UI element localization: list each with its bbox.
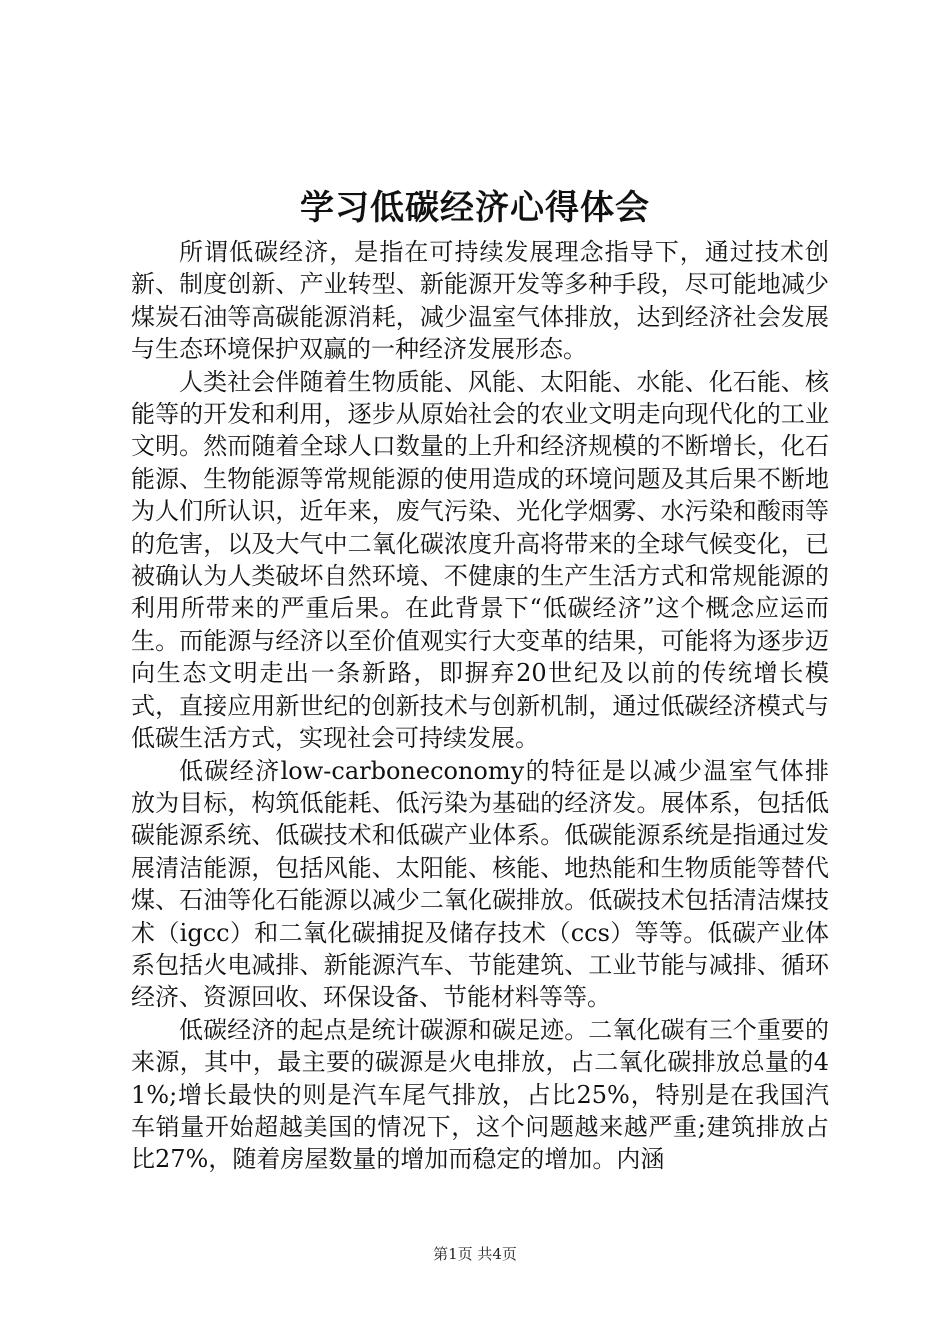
document-body bbox=[131, 236, 829, 1176]
paragraph-4: 低碳经济的起点是统计碳源和碳足迹。二氧化碳有三个重要的来源，其中，最主要的碳源是火电排放，占二氧化碳排放总量的41%;增长最快的则是汽车尾气排放，占比25%，特别是在我国汽车销量开始超越美国的情况下，这个问题越来越严重;建筑排放占比27%，随着房屋数量的增加而稳定的增加。内涵 bbox=[131, 1015, 829, 1174]
page-number: 第1页 共4页 bbox=[433, 1245, 517, 1263]
paragraph-2: 人类社会伴随着生物质能、风能、太阳能、水能、化石能、核能等的开发和利用，逐步从原始社会的农业文明走向现代化的工业文明。然而随着全球人口数量的上升和经济规模的不断增长，化石能源、生物能源等常规能源的使用造成的环境问题及其后果不断地为人们所认识，近年来，废气污染、光化学烟雾、水污染和酸雨等的危害，以及大气中二氧化碳浓度升高将带来的全球气候变化，已被确认为人类破坏自然环境、不健康的生产生活方式和常规能源的利用所带来的严重后果。在此背景下“低碳经济”这个概念应运而生。而能源与经济以至价值观实行大变革的结果，可能将为逐步迈向生态文明走出一条新路，即摒弃20世纪及以前的传统增长模式，直接应用新世纪的创新技术与创新机制，通过低碳经济模式与低碳生活方式，实现社会可持续发展。 bbox=[131, 367, 829, 753]
page-title: 学习低碳经济心得体会 bbox=[300, 188, 650, 228]
page-footer bbox=[0, 1244, 950, 1264]
paragraph-1: 所谓低碳经济，是指在可持续发展理念指导下，通过技术创新、制度创新、产业转型、新能源开发等多种手段，尽可能地减少煤炭石油等高碳能源消耗，减少温室气体排放，达到经济社会发展与生态环境保护双赢的一种经济发展形态。 bbox=[131, 238, 829, 364]
paragraph-3: 低碳经济low-carboneconomy的特征是以减少温室气体排放为目标，构筑低能耗、低污染为基础的经济发。展体系，包括低碳能源系统、低碳技术和低碳产业体系。低碳能源系统是指通过发展清洁能源，包括风能、太阳能、核能、地热能和生物质能等替代煤、石油等化石能源以减少二氧化碳排放。低碳技术包括清洁煤技术（igcc）和二氧化碳捕捉及储存技术（ccs）等等。低碳产业体系包括火电减排、新能源汽车、节能建筑、工业节能与减排、循环经济、资源回收、环保设备、节能材料等等。 bbox=[131, 756, 829, 1012]
